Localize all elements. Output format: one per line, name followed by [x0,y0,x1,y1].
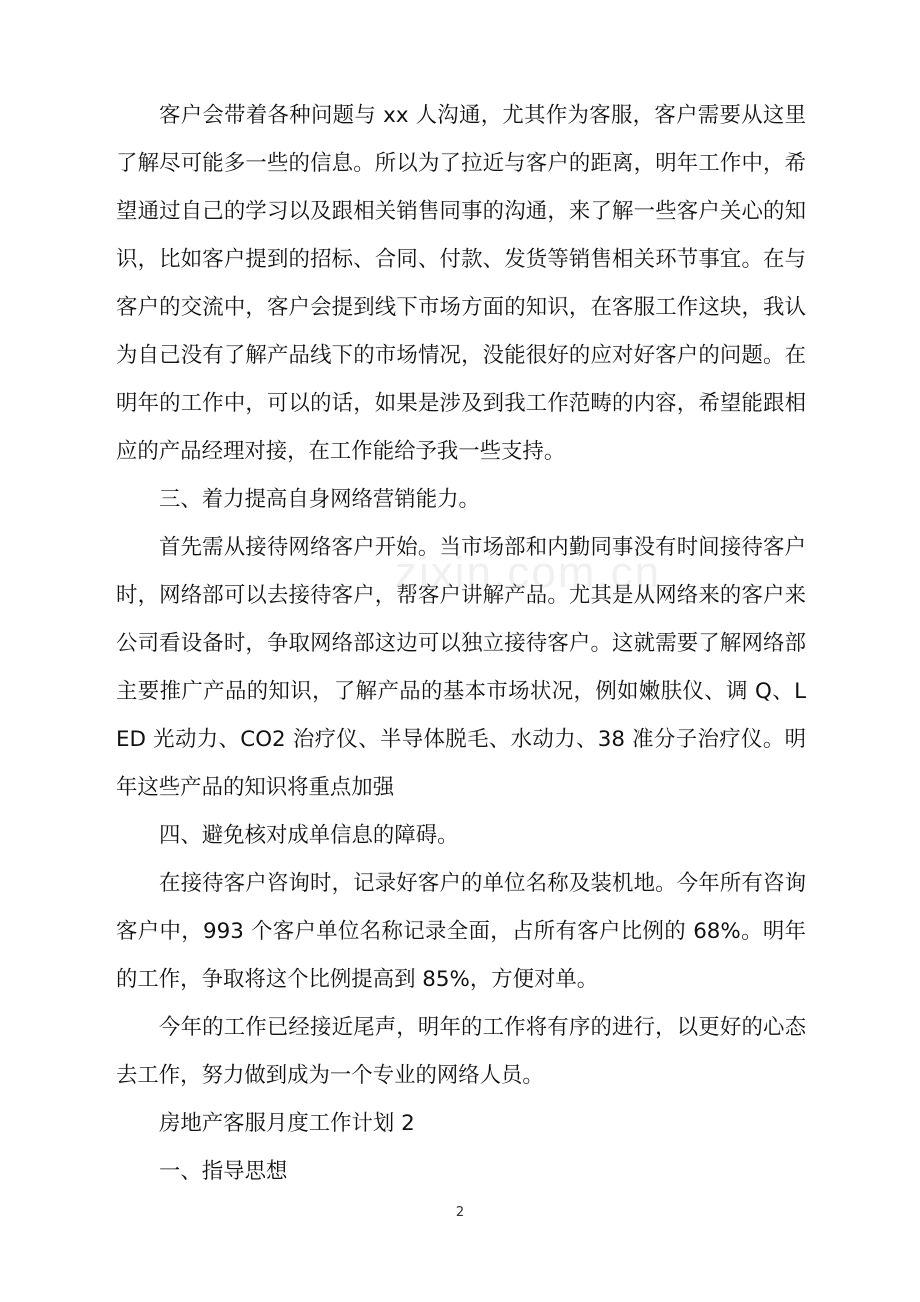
paragraph-network-reception: 首先需从接待网络客户开始。当市场部和内勤同事没有时间接待客户时，网络部可以去接待客户，帮客户讲解产品。尤其是从网络来的客户来公司看设备时，争取网络部这边可以独立接待客户。这就需要了解网络部主要推广产品的知识，了解产品的基本市场状况，例如嫩肤仪、调 Q、LED 光动力、CO2 治疗仪、半导体脱毛、水动力、38 准分子治疗仪。明年这些产品的知识将重点加强 [116,535,806,800]
heading-order-verification: 四、避免核对成单信息的障碍。 [159,823,459,848]
document-body [116,92,806,1196]
watermark: zixin.com.cn [395,548,662,597]
paragraph-customer-communication: 客户会带着各种问题与 xx 人沟通，尤其作为客服，客户需要从这里了解尽可能多一些的信息。所以为了拉近与客户的距离，明年工作中，希望通过自己的学习以及跟相关销售同事的沟通，来了解一些客户关心的知识，比如客户提到的招标、合同、付款、发货等销售相关环节事宜。在与客户的交流中，客户会提到线下市场方面的知识，在客服工作这块，我认为自己没有了解产品线下的市场情况，没能很好的应对好客户的问题。在明年的工作中，可以的话，如果是涉及到我工作范畴的内容，希望能跟相应的产品经理对接，在工作能给予我一些支持。 [116,103,806,464]
heading-monthly-plan: 房地产客服月度工作计划 2 [159,1111,415,1136]
page-number: 2 [455,1205,465,1220]
heading-network-marketing: 三、着力提高自身网络营销能力。 [159,487,480,512]
paragraph-year-end: 今年的工作已经接近尾声，明年的工作将有序的进行，以更好的心态去工作，努力做到成为一个专业的网络人员。 [116,1015,806,1088]
paragraph-record-keeping: 在接待客户咨询时，记录好客户的单位名称及装机地。今年所有咨询客户中，993 个客户单位名称记录全面，占所有客户比例的 68%。明年的工作，争取将这个比例提高到 85%，方便对单。 [116,871,806,992]
heading-guiding-ideology: 一、指导思想 [159,1159,288,1184]
